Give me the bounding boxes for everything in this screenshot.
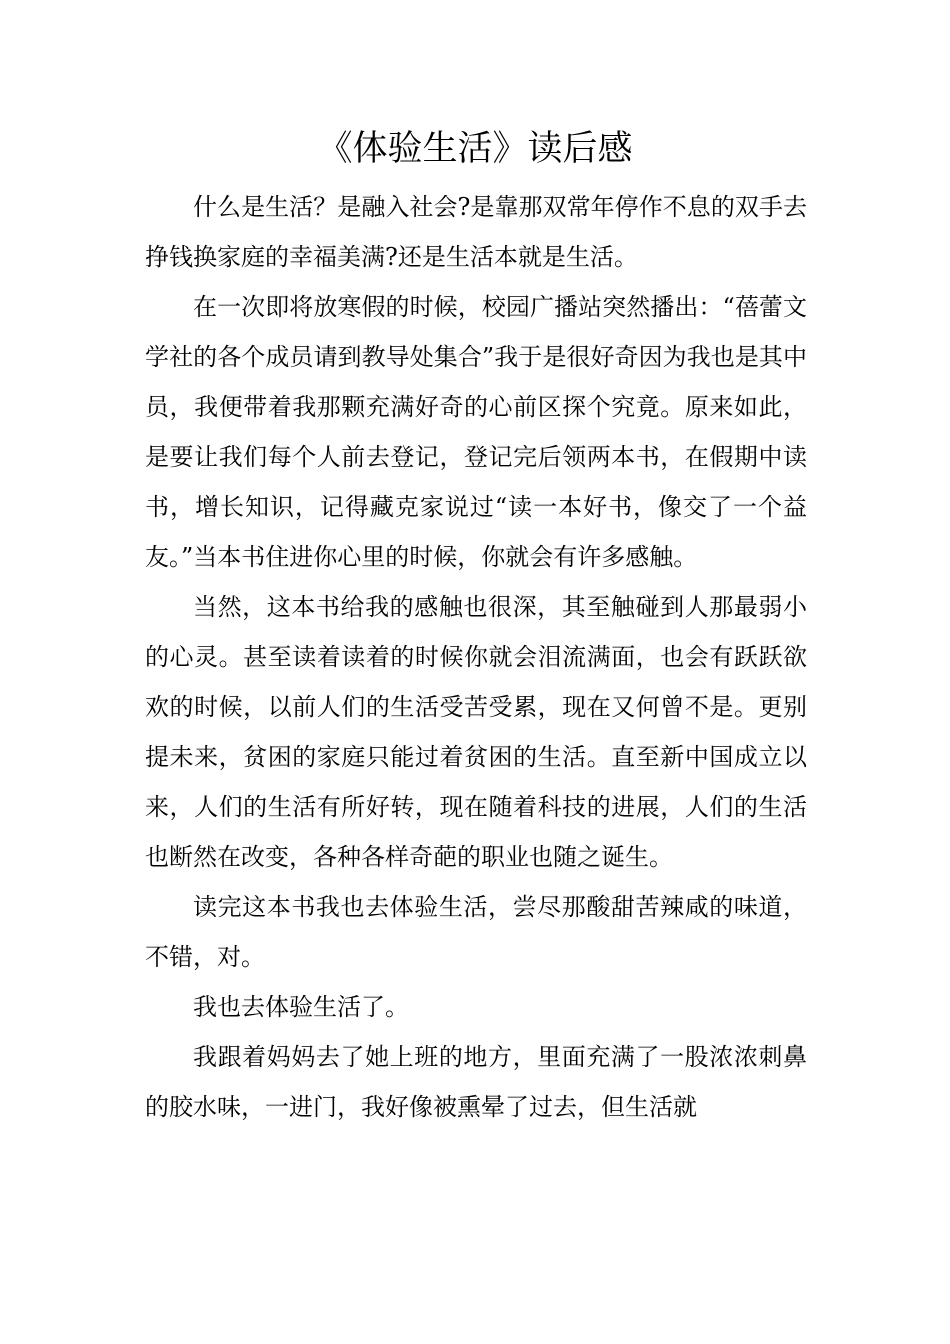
paragraph-6: 我跟着妈妈去了她上班的地方，里面充满了一股浓浓刺鼻的胶水味，一进门，我好像被熏晕了过去，但生活就 [145,1043,807,1121]
paragraph-3: 当然，这本书给我的感触也很深，其至触碰到人那最弱小的心灵。甚至读着读着的时候你就会泪流满面，也会有跃跃欲欢的时候，以前人们的生活受苦受累，现在又何曾不是。更别提未来，贫困的家庭只能过着贫困的生活。直至新中国成立以来，人们的生活有所好转，现在随着科技的进展，人们的生活也断然在改变，各种各样奇葩的职业也随之诞生。 [145,593,807,871]
paragraph-4: 读完这本书我也去体验生活，尝尽那酸甜苦辣咸的味道，不错，对。 [145,893,807,971]
document-title: 《体验生活》读后感 [317,129,633,169]
paragraph-1: 什么是生活？是融入社会?是靠那双常年停作不息的双手去挣钱换家庭的幸福美满?还是生活本就是生活。 [145,193,807,271]
document-body [145,182,807,1132]
paragraph-5: 我也去体验生活了。 [193,993,409,1021]
paragraph-2: 在一次即将放寒假的时候，校园广播站突然播出：“蓓蕾文学社的各个成员请到教导处集合”我于是很好奇因为我也是其中员，我便带着我那颗充满好奇的心前区探个究竟。原来如此，是要让我们每个人前去登记，登记完后领两本书，在假期中读书，增长知识，记得藏克家说过“读一本好书，像交了一个益友。”当本书住进你心里的时候，你就会有许多感触。 [145,293,807,571]
